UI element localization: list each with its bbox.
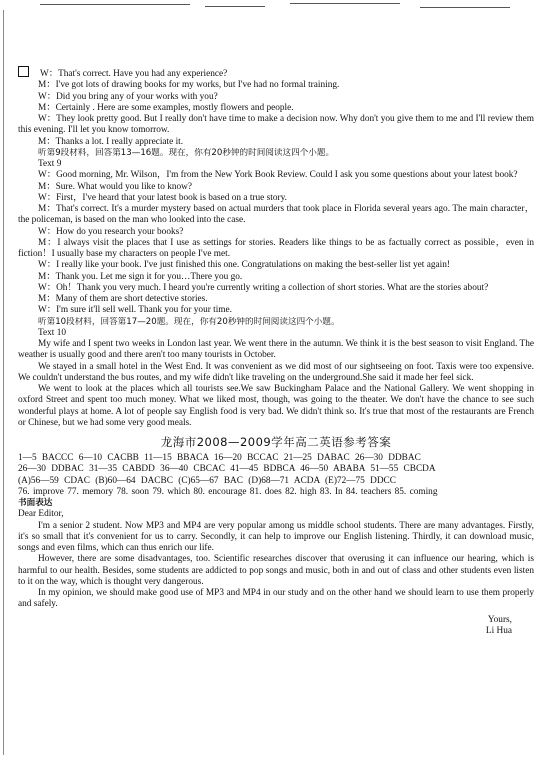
dialogue-line: M：Many of them are short detective stories.	[38, 294, 208, 304]
dialogue-line: W：That's correct. Have you had any experience?	[18, 66, 534, 80]
dialogue-line: W：First，I've heard that your latest book is based on a true story.	[38, 192, 287, 203]
checkbox-icon	[18, 66, 29, 77]
writing-section-heading: 书面表达	[18, 498, 53, 508]
letter-signature: Li Hua	[485, 625, 512, 636]
scan-edge-lines	[0, 0, 554, 10]
dialogue-line: W：How do you research your books?	[38, 226, 184, 237]
answer-key-title: 龙海市2008—2009学年高二英语参考答案	[160, 435, 392, 449]
dialogue-line: M：I've got lots of drawing books for my works, but I've had no formal training.	[38, 80, 340, 91]
text-9-label: Text 9	[38, 159, 62, 169]
dialogue-line: W：Did you bring any of your works with you?	[38, 91, 218, 102]
dialogue-line: M：I always visit the places that I use as settings for stories. Readers like things to be as factually correct as possible，even in fiction！I usually base my characters on people I've met.	[18, 237, 534, 259]
text-10-paragraph: My wife and I spent two weeks in London last year. We went there in the autumn. We think it is the best season to visit England. The weather is usually good and there aren't too many tourists in October.	[18, 339, 534, 361]
letter-closing: Yours,	[487, 614, 512, 625]
dialogue-line: M：Thank you. Let me sign it for you…There you go.	[38, 271, 243, 282]
dialogue-line: M：Thanks a lot. I really appreciate it.	[38, 136, 184, 147]
text-10-paragraph: We stayed in a small hotel in the West End. It was convenient as we did most of our sightseeing on foot. Taxis were too expensive. We couldn't understand the bus routes, and my wife didn't like traveling on the underground.She said it made her feel sick.	[18, 361, 534, 383]
letter-greeting: Dear Editor,	[18, 509, 64, 520]
letter-paragraph: I'm a senior 2 student. Now MP3 and MP4 are very popular among us middle school students. There are many advantages. Firstly, it's so small that it's convenient for us to carry. Secondly, it can help to improve our English listening. Thirdly, it can download music, songs and even films, which can thus enrich our life.	[18, 520, 534, 553]
letter-paragraph: However, there are some disadvantages, too. Scientific researches discover that overusing it can influence our hearing, which is harmful to our health. Besides, some students are addicted to pop songs and music, both in and out of class and other students even listen to it on the way, which is thought very dangerous.	[18, 554, 534, 587]
dialogue-line: M：Certainly . Here are some examples, mostly flowers and people.	[38, 102, 294, 113]
dialogue-line: M：That's correct. It's a murder mystery based on actual murders that took place in Florida several years ago. The main character，the policeman, is based on the man who looked into the case.	[18, 204, 534, 226]
dialogue-line: W：Good morning, Mr. Wilson，I'm from the New York Book Review. Could I ask you some questions about your latest book?	[38, 170, 518, 181]
dialogue-line: W：They look pretty good. But I really don't have time to make a decision now. Why don't you give them to me and I'll review them this evening. I'll let you know tomorrow.	[18, 114, 534, 136]
answer-key-line: 76. improve 77. memory 78. soon 79. which 80. encourage 81. does 82. high 83. In 84. teachers 85. coming	[18, 486, 438, 497]
instruction-text-10: 听第10段材料，回答第17—20题。现在，你有20秒钟的时间阅读这四个小题。	[38, 316, 340, 327]
answer-key-line: (A)56—59 CDAC (B)60—64 DACBC (C)65—67 BAC (D)68—71 ACDA (E)72—75 DDCC	[18, 475, 396, 486]
scan-left-border	[3, 10, 4, 755]
dialogue-line: W：I'm sure it'll sell well. Thank you for your time.	[38, 305, 232, 316]
answer-key-line: 26—30 DDBAC 31—35 CABDD 36—40 CBCAC 41—45 BDBCA 46—50 ABABA 51—55 CBCDA	[18, 464, 436, 475]
instruction-text-9: 听第9段材料，回答第13—16题。现在，你有20秒钟的时间阅读这四个小题。	[38, 147, 335, 158]
dialogue-line: W：Oh！Thank you very much. I heard you're currently writing a collection of short stories. What are the stories about?	[38, 282, 489, 293]
text-10-label: Text 10	[38, 327, 67, 338]
letter-paragraph: In my opinion, we should make good use of MP3 and MP4 in our study and on the other hand we should learn to use them properly and safely.	[18, 588, 534, 610]
dialogue-line: M：Sure. What would you like to know?	[38, 181, 192, 192]
answer-key-line: 1—5 BACCC 6—10 CACBB 11—15 BBACA 16—20 BCCAC 21—25 DABAC 26—30 DDBAC	[18, 453, 421, 463]
text-10-paragraph: We went to look at the places which all tourists see.We saw Buckingham Palace and the National Gallery. We went shopping in oxford Street and spent too much money. What we liked most, though, was going to the theater. We don't have the chance to see such wonderful plays at home. A lot of people say English food is very bad. We didn't think so. It's true that most of the restaurants are French or Chinese, but we had some very good meals.	[18, 384, 534, 428]
document-page	[18, 66, 534, 637]
dialogue-line: W：I really like your book. I've just finished this one. Congratulations on making the best-seller list yet again!	[38, 260, 450, 271]
